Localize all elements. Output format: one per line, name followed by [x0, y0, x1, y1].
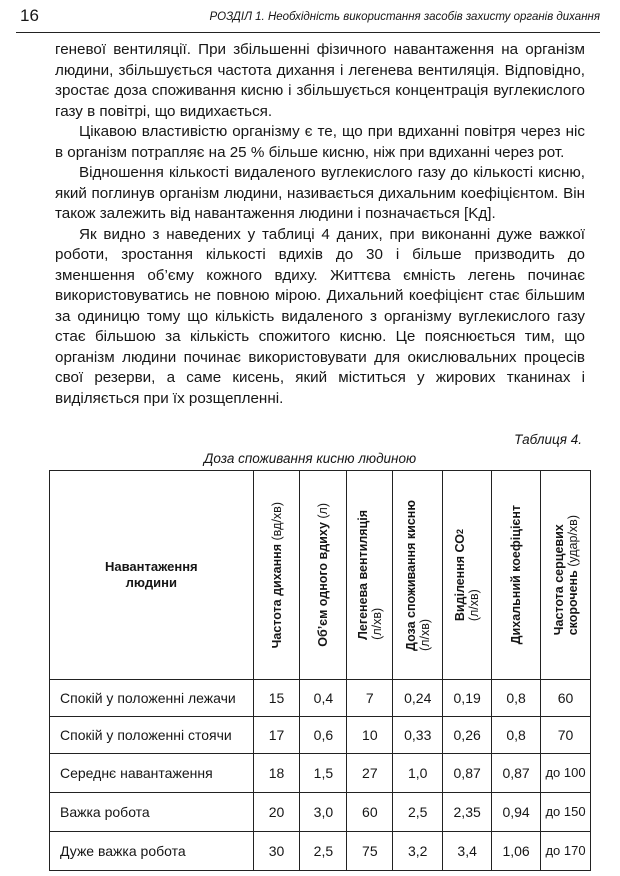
row-label: Середнє навантаження	[50, 754, 254, 793]
row-label: Спокій у положенні лежачи	[50, 680, 254, 717]
cell: 75	[347, 832, 393, 871]
cell: 0,26	[443, 717, 492, 754]
row-label: Важка робота	[50, 793, 254, 832]
body-text	[55, 40, 585, 409]
column-header-text: Навантаження	[104, 559, 198, 574]
table-row	[50, 793, 591, 832]
cell: 27	[347, 754, 393, 793]
column-header: Доза споживання кисню (л/хв)	[393, 471, 443, 680]
paragraph: геневої вентиляції. При збільшенні фізичного навантаження на організм людини, збільшується частота дихання і легенева вентиляція. Відповідно, зростає доза споживання кисню і збільшується концентрація вуглекислого газу в повітрі, що видихається.	[55, 41, 585, 120]
cell: до 150	[541, 793, 591, 832]
row-label: Дуже важка робота	[50, 832, 254, 871]
paragraph: Як видно з наведених у таблиці 4 даних, при виконанні дуже важкої роботи, зростання кількості вдихів до 30 і більше призводить до зменшення об’єму кожного вдиху. Життєва ємність легень починає використовуватись не повною мірою. Дихальний коефіцієнт стає більшим за одиницю тому що кількість видаленого з організму вуглекислого газу стає більшою за кількість спожитого кисню. Це пояснюється тим, що організм людини починає використовувати для окислювальних процесів свої резерви, а саме кисень, який міститься у жирових тканинах і виділяється при їх розщепленні.	[55, 225, 585, 407]
table-row	[50, 754, 591, 793]
row-label: Спокій у положенні стоячи	[50, 717, 254, 754]
cell: 3,0	[300, 793, 347, 832]
cell: 2,35	[443, 793, 492, 832]
column-header: Об’єм одного вдиху (л)	[300, 471, 347, 680]
cell: 7	[347, 680, 393, 717]
cell: 3,4	[443, 832, 492, 871]
cell: 1,06	[492, 832, 541, 871]
running-title: РОЗДІЛ 1. Необхідність використання засобів захисту органів дихання	[209, 11, 600, 23]
cell: 3,2	[393, 832, 443, 871]
cell: 30	[253, 832, 300, 871]
cell: 70	[541, 717, 591, 754]
cell: 0,8	[492, 680, 541, 717]
cell: 2,5	[393, 793, 443, 832]
cell: 0,8	[492, 717, 541, 754]
cell: 20	[253, 793, 300, 832]
cell: до 100	[541, 754, 591, 793]
cell: 2,5	[300, 832, 347, 871]
column-header: Дихальний коефіцієнт	[492, 471, 541, 680]
column-header: Виділення СО2 (л/хв)	[443, 471, 492, 680]
cell: 60	[347, 793, 393, 832]
cell: 0,87	[492, 754, 541, 793]
cell: 10	[347, 717, 393, 754]
page-number: 16	[20, 6, 39, 25]
page-header	[16, 0, 600, 33]
table-title: Доза споживання кисню людиною	[203, 451, 417, 466]
cell: 0,87	[443, 754, 492, 793]
cell: 18	[253, 754, 300, 793]
data-table	[49, 470, 591, 871]
cell: 0,33	[393, 717, 443, 754]
paragraph: Відношення кількості видаленого вуглекислого газу до кількості кисню, який поглинув організм людини, називається дихальним коефіцієнтом. Він також залежить від навантаження людини і позначається [Kд].	[55, 164, 585, 222]
cell: 1,0	[393, 754, 443, 793]
cell: 60	[541, 680, 591, 717]
column-header: Частота серцевих скорочень (удар/хв)	[541, 471, 591, 680]
column-header-load	[50, 471, 254, 680]
table-header-row	[50, 471, 591, 680]
cell: 15	[253, 680, 300, 717]
table-row	[50, 680, 591, 717]
paragraph: Цікавою властивістю організму є те, що при вдиханні повітря через ніс в організм потрапляє на 25 % більше кисню, ніж при вдиханні через рот.	[55, 123, 585, 161]
cell: 0,94	[492, 793, 541, 832]
table-row	[50, 717, 591, 754]
cell: 0,6	[300, 717, 347, 754]
cell: 0,4	[300, 680, 347, 717]
column-header: Частота дихання (вд/хв)	[253, 471, 300, 680]
table-caption: Таблиця 4.	[514, 432, 582, 447]
cell: 0,24	[393, 680, 443, 717]
cell: 17	[253, 717, 300, 754]
cell: до 170	[541, 832, 591, 871]
table-row	[50, 832, 591, 871]
cell: 0,19	[443, 680, 492, 717]
column-header: Легенева вентиляція (л/хв)	[347, 471, 393, 680]
column-header-text: людини	[125, 575, 177, 590]
cell: 1,5	[300, 754, 347, 793]
